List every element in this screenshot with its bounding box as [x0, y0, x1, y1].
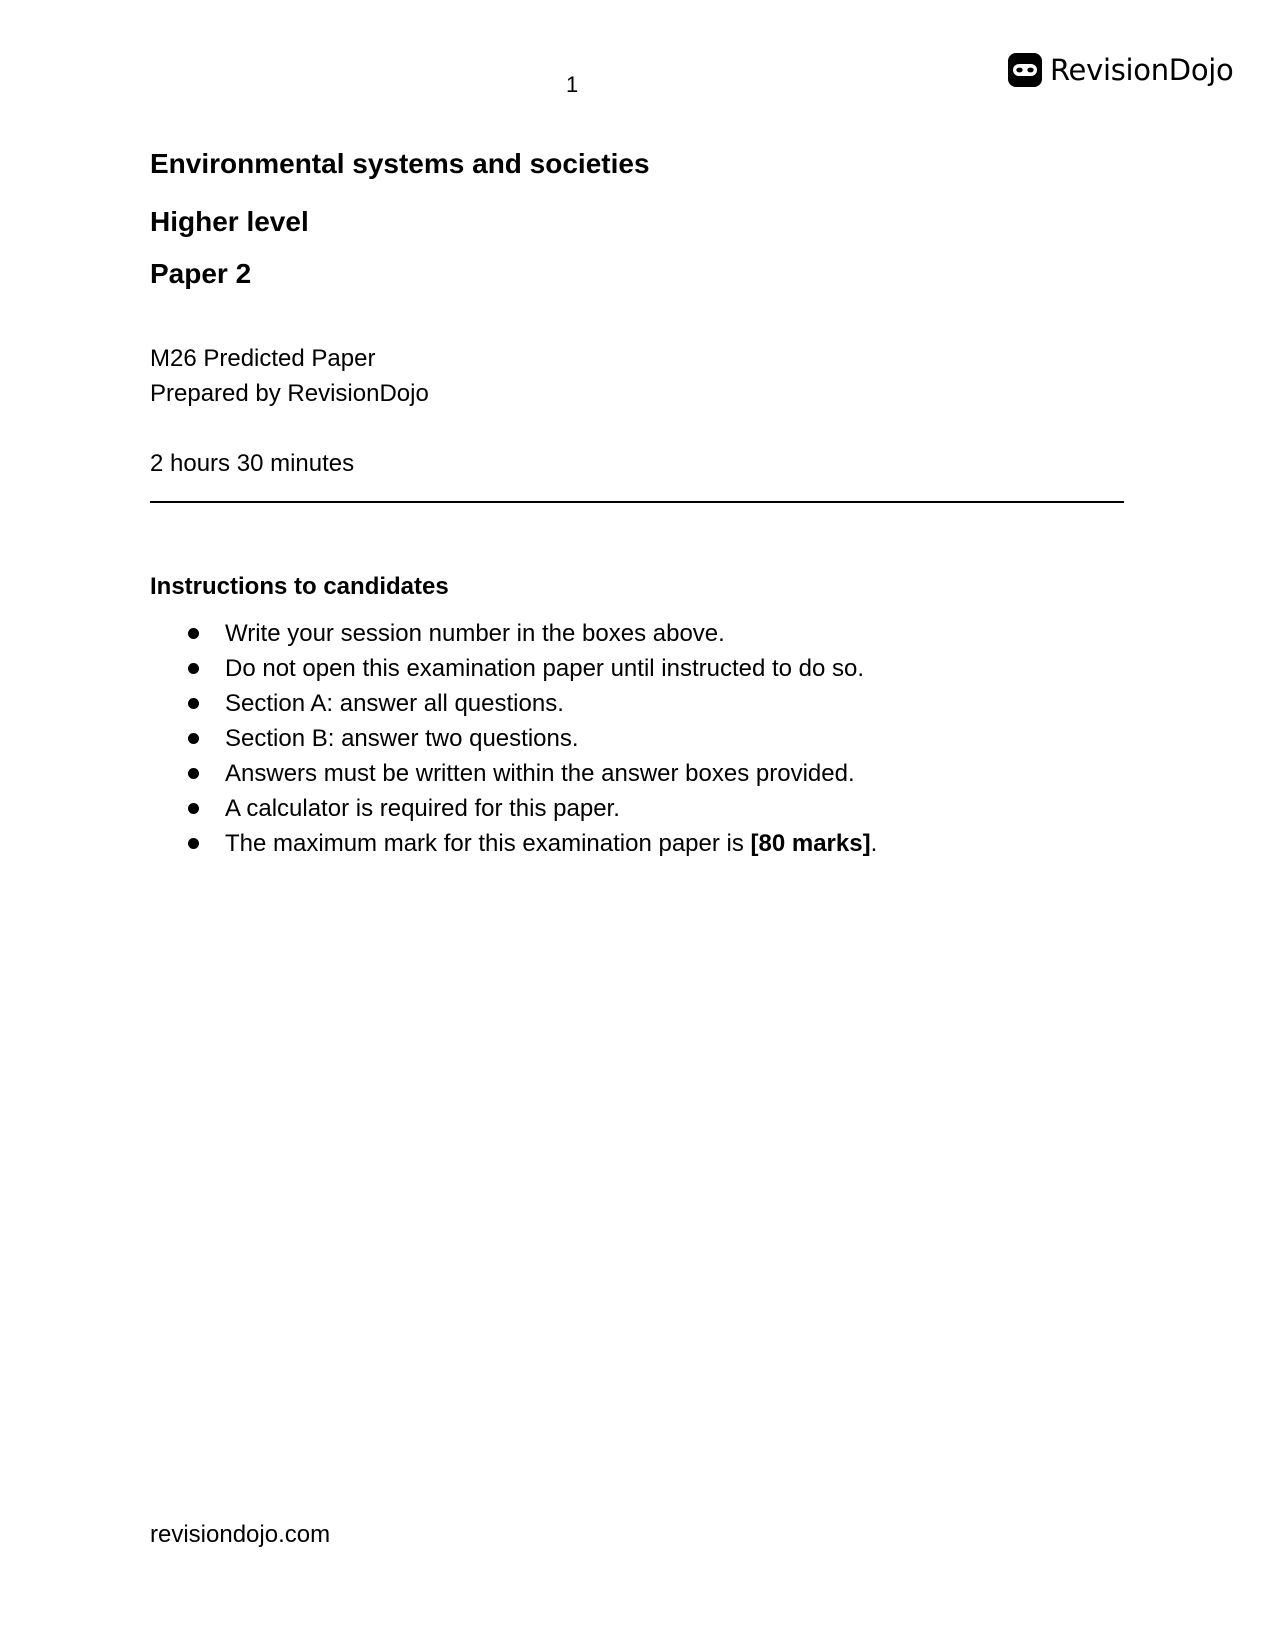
level-title: Higher level	[150, 206, 309, 237]
divider	[150, 501, 1124, 503]
bullet-icon	[188, 838, 199, 849]
paper-title: Paper 2	[150, 258, 252, 289]
instructions-list	[150, 622, 877, 867]
instruction-text: Section B: answer two questions.	[225, 725, 579, 752]
instruction-item	[150, 692, 877, 727]
instructions-heading: Instructions to candidates	[150, 573, 449, 600]
max-marks: [80 marks]	[750, 830, 871, 857]
bullet-icon	[188, 663, 199, 674]
instruction-text: A calculator is required for this paper.	[225, 795, 620, 822]
instruction-text: The maximum mark for this examination paper is	[225, 830, 751, 857]
instruction-text: Section A: answer all questions.	[225, 690, 564, 717]
instruction-text: Write your session number in the boxes above.	[225, 620, 725, 647]
revisiondojo-mask-logo-icon	[1008, 53, 1042, 87]
instruction-item	[150, 727, 877, 762]
page-number: 1	[566, 72, 579, 97]
brand-name: RevisionDojo	[1050, 52, 1234, 87]
instruction-item	[150, 622, 877, 657]
paper-type: M26 Predicted Paper	[150, 345, 376, 372]
instruction-item-max-marks	[150, 832, 877, 867]
bullet-icon	[188, 733, 199, 744]
prepared-by: Prepared by RevisionDojo	[150, 380, 429, 407]
bullet-icon	[188, 803, 199, 814]
instruction-item	[150, 657, 877, 692]
instruction-text-suffix: .	[870, 830, 878, 857]
bullet-icon	[188, 698, 199, 709]
instruction-item	[150, 797, 877, 832]
duration: 2 hours 30 minutes	[150, 450, 355, 477]
subject-title: Environmental systems and societies	[150, 148, 650, 179]
instruction-item	[150, 762, 877, 797]
footer-website: revisiondojo.com	[150, 1521, 331, 1548]
brand-logo	[1008, 52, 1233, 88]
instruction-text: Answers must be written within the answer boxes provided.	[225, 760, 855, 787]
bullet-icon	[188, 768, 199, 779]
instruction-text: Do not open this examination paper until instructed to do so.	[225, 655, 865, 682]
bullet-icon	[188, 628, 199, 639]
